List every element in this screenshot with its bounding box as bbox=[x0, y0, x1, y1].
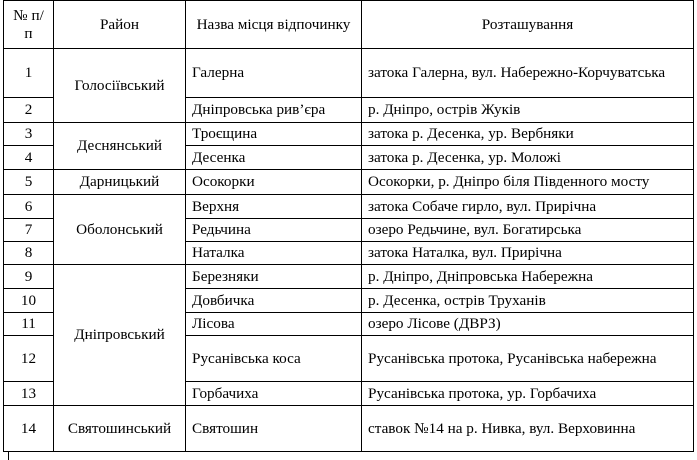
place-location: затока Наталка, вул. Прирічна bbox=[362, 242, 694, 265]
place-location: затока Галерна, вул. Набережно-Корчуватська bbox=[362, 49, 694, 98]
row-number: 13 bbox=[4, 382, 54, 406]
place-name: Березняки bbox=[186, 265, 362, 289]
row-number: 11 bbox=[4, 313, 54, 336]
district-cell: Святошинський bbox=[54, 406, 186, 452]
place-name: Осокорки bbox=[186, 170, 362, 195]
place-location: Русанівська протока, Русанівська набережна bbox=[362, 336, 694, 382]
header-location: Розташування bbox=[362, 1, 694, 49]
place-name: Русанівська коса bbox=[186, 336, 362, 382]
place-name: Довбичка bbox=[186, 289, 362, 313]
place-name: Наталка bbox=[186, 242, 362, 265]
place-name: Горбачиха bbox=[186, 382, 362, 406]
row-number: 9 bbox=[4, 265, 54, 289]
place-location: ставок №14 на р. Нивка, вул. Верховинна bbox=[362, 406, 694, 452]
row-number: 7 bbox=[4, 219, 54, 242]
table-row bbox=[4, 170, 694, 195]
place-location: Русанівська протока, ур. Горбачиха bbox=[362, 382, 694, 406]
place-location: озеро Редьчине, вул. Богатирська bbox=[362, 219, 694, 242]
row-number: 1 bbox=[4, 49, 54, 98]
table-row bbox=[4, 49, 694, 98]
page-edge-mark bbox=[8, 452, 9, 460]
place-location: затока р. Десенка, ур. Моложі bbox=[362, 146, 694, 170]
row-number: 5 bbox=[4, 170, 54, 195]
place-name: Верхня bbox=[186, 195, 362, 219]
row-number: 2 bbox=[4, 98, 54, 123]
place-name: Лісова bbox=[186, 313, 362, 336]
row-number: 6 bbox=[4, 195, 54, 219]
table-row bbox=[4, 123, 694, 146]
place-location: р. Десенка, острів Труханів bbox=[362, 289, 694, 313]
row-number: 10 bbox=[4, 289, 54, 313]
place-name: Святошин bbox=[186, 406, 362, 452]
recreation-areas-table bbox=[3, 0, 694, 452]
header-number: № п/п bbox=[4, 1, 54, 49]
row-number: 14 bbox=[4, 406, 54, 452]
row-number: 12 bbox=[4, 336, 54, 382]
district-cell: Оболонський bbox=[54, 195, 186, 265]
place-location: затока Собаче гирло, вул. Прирічна bbox=[362, 195, 694, 219]
header-district: Район bbox=[54, 1, 186, 49]
header-place-name: Назва місця відпочинку bbox=[186, 1, 362, 49]
row-number: 4 bbox=[4, 146, 54, 170]
place-location: Осокорки, р. Дніпро біля Південного мосту bbox=[362, 170, 694, 195]
header-row bbox=[4, 1, 694, 49]
district-cell: Дніпровський bbox=[54, 265, 186, 406]
district-cell: Голосіївський bbox=[54, 49, 186, 123]
place-location: р. Дніпро, Дніпровська Набережна bbox=[362, 265, 694, 289]
table-row bbox=[4, 406, 694, 452]
place-name: Дніпровська рив’єра bbox=[186, 98, 362, 123]
place-name: Галерна bbox=[186, 49, 362, 98]
place-location: р. Дніпро, острів Жуків bbox=[362, 98, 694, 123]
place-location: озеро Лісове (ДВРЗ) bbox=[362, 313, 694, 336]
place-name: Десенка bbox=[186, 146, 362, 170]
row-number: 8 bbox=[4, 242, 54, 265]
place-name: Редьчина bbox=[186, 219, 362, 242]
district-cell: Деснянський bbox=[54, 123, 186, 170]
row-number: 3 bbox=[4, 123, 54, 146]
table-row bbox=[4, 195, 694, 219]
table-row bbox=[4, 265, 694, 289]
place-location: затока р. Десенка, ур. Вербняки bbox=[362, 123, 694, 146]
place-name: Троєщина bbox=[186, 123, 362, 146]
district-cell: Дарницький bbox=[54, 170, 186, 195]
